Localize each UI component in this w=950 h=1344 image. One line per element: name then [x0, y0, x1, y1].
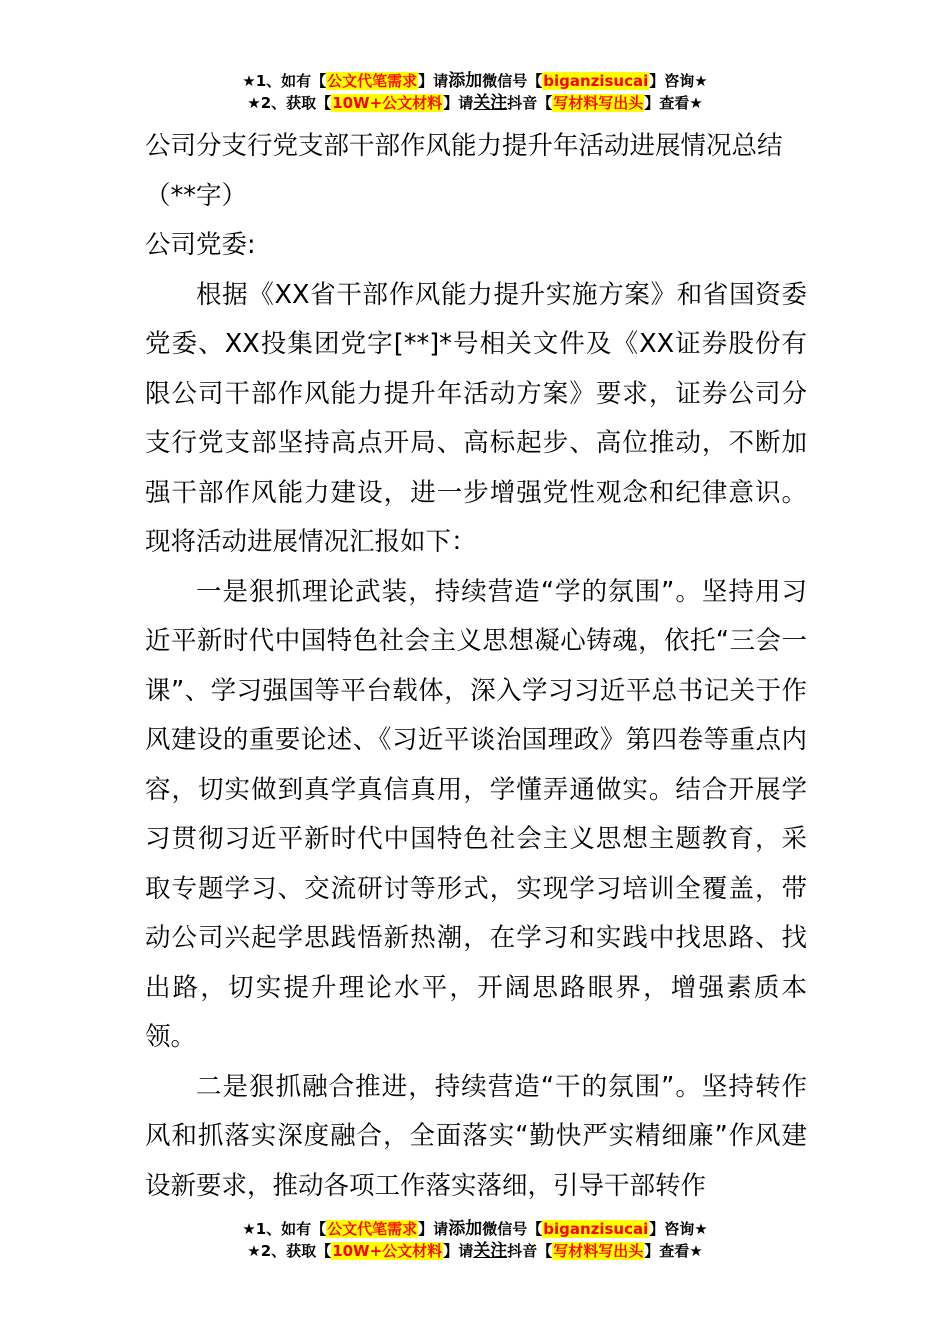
- footer-banner: [0, 1218, 950, 1262]
- footer-line-1-prefix: ★1、如有【: [242, 1220, 327, 1238]
- banner-line-1-mid2: 微信号【: [482, 72, 543, 90]
- paragraph-integration: 二是狠抓融合推进，持续营造“干的氛围”。坚持转作风和抓落实深度融合，全面落实“勤快严实精细廉”作风建设新要求，推动各项工作落实落细，引导干部转作: [145, 1071, 807, 1201]
- banner-line-2-highlight-materials: 10W+公文材料: [332, 94, 443, 112]
- document-title: 公司分支行党支部干部作风能力提升年活动进展情况总结（**字）: [145, 131, 783, 211]
- banner-line-1-highlight-wechat: biganzisucai: [543, 72, 649, 90]
- document-body: [145, 122, 807, 1211]
- footer-line-2-mid2: 抖音【: [507, 1242, 553, 1260]
- banner-line-2-highlight-douyin: 写材料写出头: [553, 94, 644, 112]
- footer-line-1-highlight-service: 公文代笔需求: [327, 1220, 418, 1238]
- banner-line-2-emphasis: 关注: [473, 93, 508, 113]
- banner-line-2-prefix: ★2、获取【: [247, 94, 332, 112]
- footer-line-2-highlight-douyin: 写材料写出头: [553, 1242, 644, 1260]
- banner-line-2-suffix: 】查看★: [644, 94, 703, 112]
- header-banner: [0, 70, 950, 114]
- document-salutation: 公司党委:: [145, 230, 256, 260]
- footer-line-1-mid2: 微信号【: [482, 1220, 543, 1238]
- banner-line-1: [0, 70, 950, 92]
- banner-line-1-mid: 】请: [418, 72, 449, 90]
- banner-line-1-highlight-service: 公文代笔需求: [327, 72, 418, 90]
- banner-line-2-mid: 】请: [443, 94, 474, 112]
- footer-line-2-mid: 】请: [443, 1242, 474, 1260]
- footer-banner-line-2: [0, 1240, 950, 1262]
- footer-line-1-highlight-wechat: biganzisucai: [543, 1220, 649, 1238]
- banner-line-1-prefix: ★1、如有【: [242, 72, 327, 90]
- footer-banner-line-1: [0, 1218, 950, 1240]
- banner-line-1-suffix: 】咨询★: [649, 72, 708, 90]
- footer-line-1-emphasis: 添加: [448, 1219, 483, 1239]
- banner-line-1-emphasis: 添加: [448, 71, 483, 91]
- footer-line-1-suffix: 】咨询★: [649, 1220, 708, 1238]
- footer-line-2-suffix: 】查看★: [644, 1242, 703, 1260]
- banner-line-2-mid2: 抖音【: [507, 94, 553, 112]
- footer-line-2-prefix: ★2、获取【: [247, 1242, 332, 1260]
- banner-line-2: [0, 92, 950, 114]
- footer-line-2-emphasis: 关注: [473, 1241, 508, 1261]
- paragraph-intro: 根据《XX省干部作风能力提升实施方案》和省国资委党委、XX投集团党字[**]*号相关文件及《XX证券股份有限公司干部作风能力提升年活动方案》要求，证券公司分支行党支部坚持高点开局、高标起步、高位推动，不断加强干部作风能力建设，进一步增强党性观念和纪律意识。现将活动进展情况汇报如下：: [145, 279, 807, 557]
- footer-line-1-mid: 】请: [418, 1220, 449, 1238]
- paragraph-theory: 一是狠抓理论武装，持续营造“学的氛围”。坚持用习近平新时代中国特色社会主义思想凝心铸魂，依托“三会一课”、学习强国等平台载体，深入学习习近平总书记关于作风建设的重要论述、《习近平谈治国理政》第四卷等重点内容，切实做到真学真信真用，学懂弄通做实。结合开展学习贯彻习近平新时代中国特色社会主义思想主题教育，采取专题学习、交流研讨等形式，实现学习培训全覆盖，带动公司兴起学思践悟新热潮，在学习和实践中找思路、找出路，切实提升理论水平，开阔思路眼界，增强素质本领。: [145, 576, 807, 1052]
- footer-line-2-highlight-materials: 10W+公文材料: [332, 1242, 443, 1260]
